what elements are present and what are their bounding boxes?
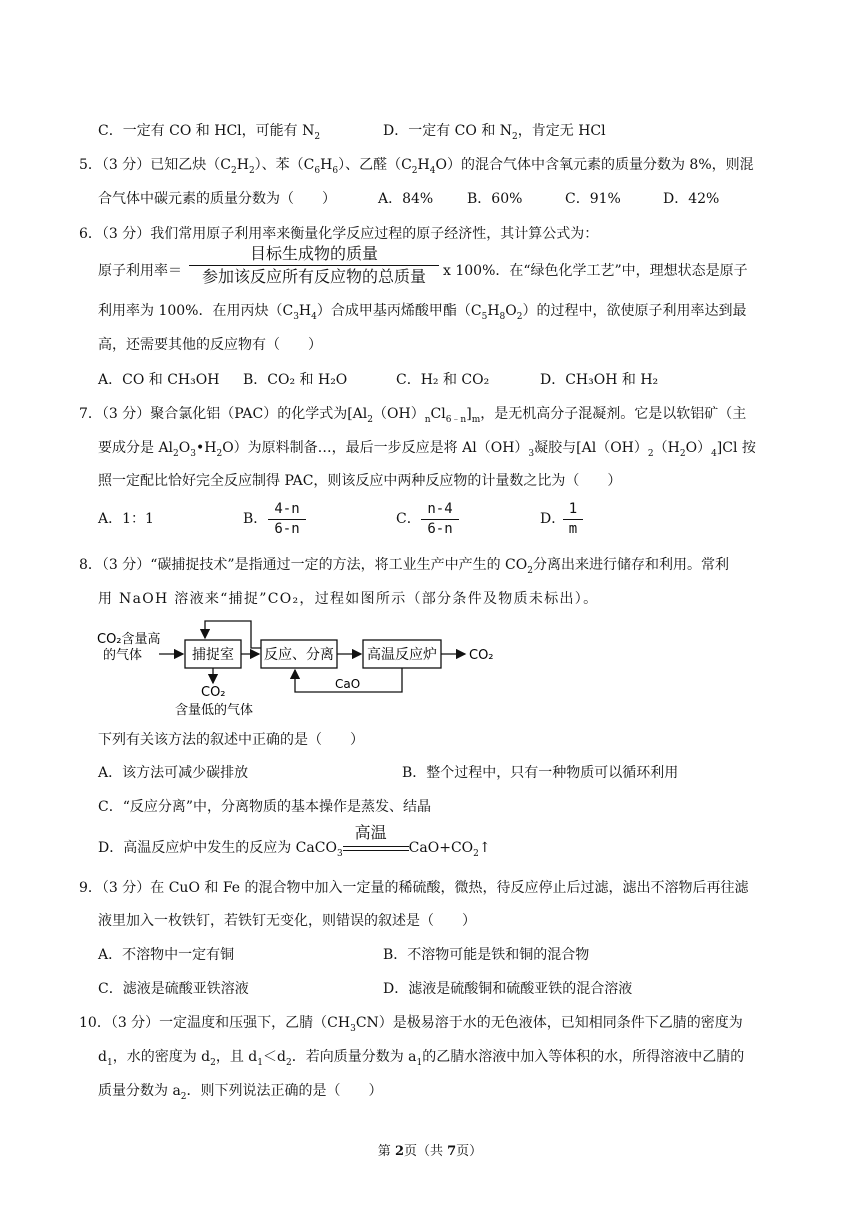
fraction-numerator: 1 (568, 501, 578, 517)
q6-line-3: 利用率为 100%．在用丙炔$(C_3H_4)$合成甲基丙烯酸甲酯$(C_5H_8O_2)$的过程中，欲使原子利用率达到最 (98, 303, 747, 322)
q8-option-b: B．整个过程中，只有一种物质可以循环利用 (402, 765, 679, 781)
q7-option-d-fraction (563, 501, 583, 538)
diagram-input-label-2: 的气体 (103, 648, 143, 663)
q5-option-c: C．91% (565, 191, 621, 207)
q10-line-3: 质量分数为 $a_2$．则下列说法正确的是（ ） (98, 1083, 383, 1102)
q4-option-d: D．一定有 CO 和 $N_2$，肯定无 HCl (383, 123, 606, 142)
q7-option-d-label: D． (540, 511, 566, 527)
fraction-bar (189, 265, 439, 266)
diagram-box-2-label: 反应、分离 (264, 647, 334, 663)
q7-option-b-fraction (268, 501, 306, 538)
reaction-condition-label: 高温 (354, 823, 387, 842)
q7-option-a: A．1：1 (98, 511, 154, 527)
q8-option-a: A．该方法可减少碳排放 (98, 765, 249, 781)
q6-option-a: A．CO 和 CH₃OH (98, 372, 220, 388)
diagram-output-label: CO₂ (469, 648, 494, 663)
diagram-bottom-label-2: 含量低的气体 (175, 703, 254, 718)
q6-option-d: D．CH₃OH 和 H₂ (540, 372, 659, 388)
diagram-box-3-label: 高温反应炉 (367, 647, 437, 663)
q7-line-2: 要成分是 $Al_2O_3•H_2O$）为原料制备…，最后一步反应是将 $Al(OH)_3$凝胶与$[Al(OH)_2(H_2O)_4]Cl$ 按 (98, 440, 756, 459)
q8-process-diagram (95, 615, 515, 720)
q7-option-c-label: C． (396, 511, 421, 527)
q5-line-2: 合气体中碳元素的质量分数为（ ） (98, 191, 336, 207)
q6-formula-fraction (189, 244, 439, 287)
fraction-denominator: 6-n (427, 521, 453, 537)
q10-line-1: 10．（3 分）一定温度和压强下，乙腈$(CH_3CN)$是极易溶于水的无色液体，已知相同条件下乙腈的密度为 (79, 1015, 743, 1034)
q7-line-3: 照一定配比恰好完全反应制得 PAC，则该反应中两种反应物的计量数之比为（ ） (98, 473, 622, 489)
reaction-condition-arrow (343, 823, 409, 855)
q8-option-c: C．“反应分离”中，分离物质的基本操作是蒸发、结晶 (98, 799, 432, 815)
q8-option-d: D．高温反应炉中发生的反应为 CaCO$_3$ 高温 $CaO+CO_2↑$ (98, 823, 491, 859)
fraction-numerator: n-4 (427, 501, 453, 517)
q7-line-1: 7．（3 分）聚合氯化铝（PAC）的化学式为$[Al_2(OH)_nCl_{6﹣n}]_m$，是无机高分子混凝剂。它是以软铝矿（主 (79, 406, 747, 425)
q10-line-2: $d_1$，水的密度为 $d_2$，且 $d_1<d_2$．若向质量分数为 $a_1$的乙腈水溶液中加入等体积的水，所得溶液中乙腈的 (98, 1049, 745, 1068)
q8-stem: 下列有关该方法的叙述中正确的是（ ） (98, 732, 364, 748)
diagram-bottom-label-1: CO₂ (201, 685, 226, 700)
q9-line-1: 9．（3 分）在 CuO 和 Fe 的混合物中加入一定量的稀硫酸，微热，待反应停止后过滤，滤出不溶物后再往滤 (79, 880, 749, 896)
q6-option-c: C．H₂ 和 CO₂ (396, 372, 490, 388)
fraction-denominator: m (568, 521, 578, 537)
fraction-bar (268, 519, 306, 520)
q6-formula-prefix: 原子利用率＝ (98, 263, 182, 279)
q6-formula-numerator: 目标生成物的质量 (249, 244, 378, 263)
q6-formula-suffix: x 100%．在“绿色化学工艺”中，理想状态是原子 (443, 263, 748, 279)
page-number: 2 (394, 1144, 404, 1159)
fraction-numerator: 4-n (274, 501, 300, 517)
diagram-box-1-label: 捕捉室 (192, 647, 234, 663)
q8-line-2: 用 NaOH 溶液来“捕捉”CO₂，过程如图所示（部分条件及物质未标出）。 (98, 591, 599, 607)
q5-option-a: A．84% (378, 191, 434, 207)
diagram-input-label-1: CO₂含量高 (97, 632, 161, 647)
q6-formula-denominator: 参加该反应所有反应物的总质量 (201, 267, 426, 286)
fraction-bar (563, 519, 583, 520)
page-footer: 第 2页（共 7页） (377, 1144, 483, 1159)
q9-option-d: D．滤液是硫酸铜和硫酸亚铁的混合溶液 (383, 981, 633, 997)
q7-option-c-fraction (421, 501, 459, 538)
q9-option-c: C．滤液是硫酸亚铁溶液 (98, 981, 249, 997)
q7-option-b-label: B． (243, 511, 268, 527)
page-total: 7 (447, 1144, 457, 1159)
fraction-bar (421, 519, 459, 520)
q4-option-c: C．一定有 CO 和 HCl，可能有 $N_2$ (98, 123, 321, 142)
q9-option-a: A．不溶物中一定有铜 (98, 947, 235, 963)
diagram-cao-label: CaO (335, 677, 361, 691)
q8-line-1: 8．（3 分）“碳捕捉技术”是指通过一定的方法，将工业生产中产生的 $CO_2$分离出来进行储存和利用。常利 (79, 557, 729, 576)
q5-line-1: 5．（3 分）已知乙炔$(C_2H_2)$、苯$(C_6H_6)$、乙醛$(C_2H_4O)$的混合气体中含氧元素的质量分数为 8%，则混 (79, 157, 754, 176)
q9-line-2: 液里加入一枚铁钉，若铁钉无变化，则错误的叙述是（ ） (98, 913, 476, 929)
q5-option-b: B．60% (467, 191, 523, 207)
fraction-denominator: 6-n (274, 521, 300, 537)
q5-option-d: D．42% (663, 191, 720, 207)
q6-line-4: 高，还需要其他的反应物有（ ） (98, 337, 322, 353)
q9-option-b: B．不溶物可能是铁和铜的混合物 (383, 947, 590, 963)
q6-option-b: B．CO₂ 和 H₂O (243, 372, 348, 388)
q6-line-1: 6．（3 分）我们常用原子利用率来衡量化学反应过程的原子经济性，其计算公式为： (79, 226, 599, 242)
